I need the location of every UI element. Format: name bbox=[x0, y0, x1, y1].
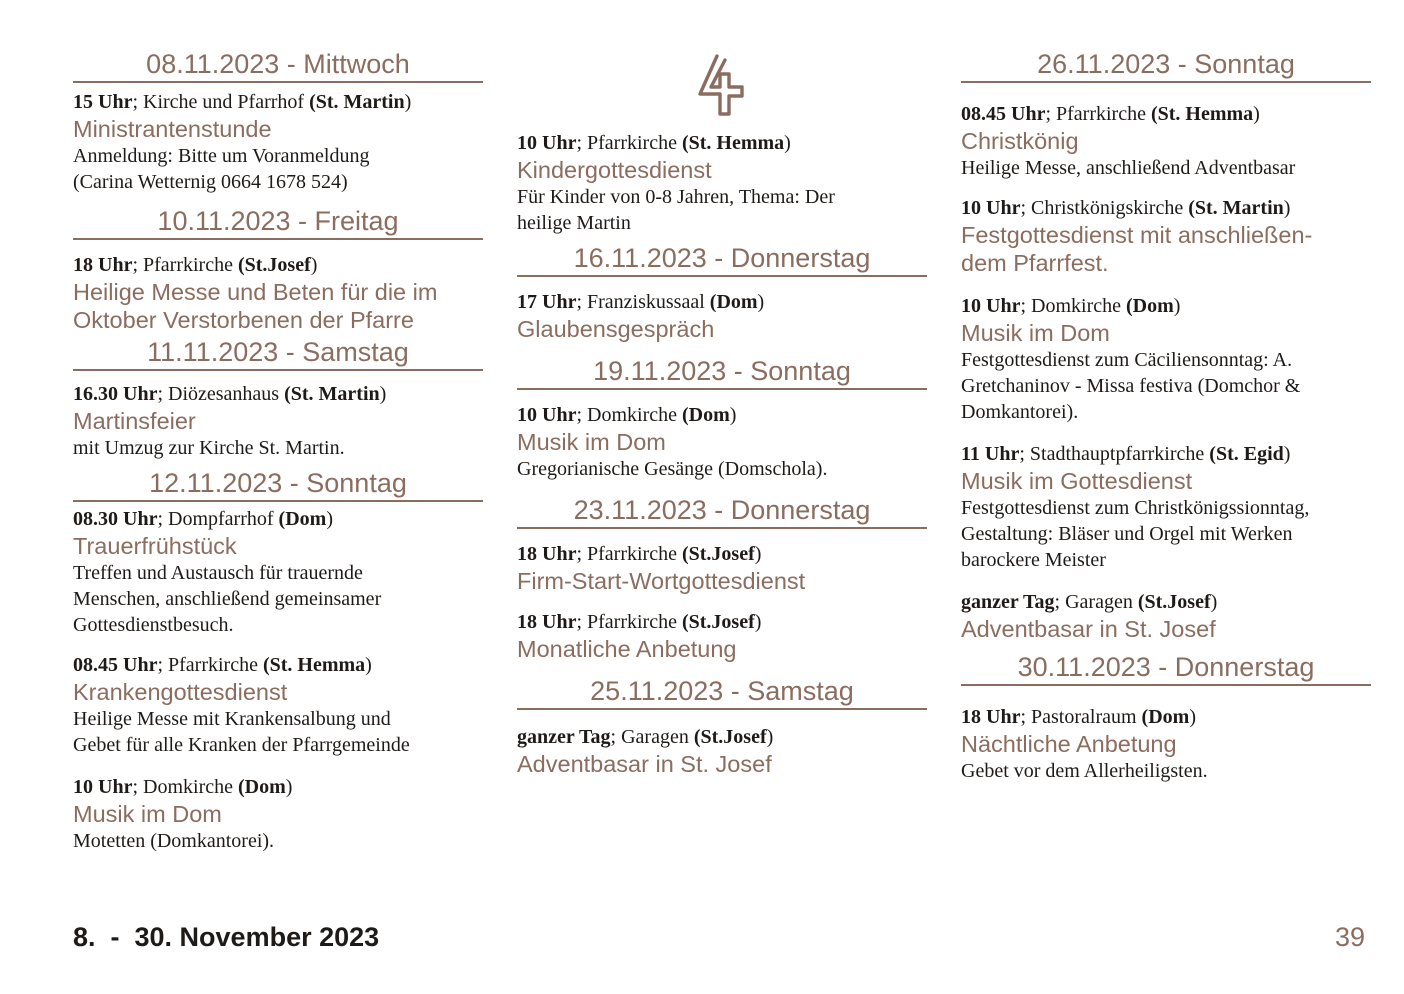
event-place: Stadthauptpfarrkirche bbox=[1029, 443, 1205, 465]
event-description: mit Umzug zur Kirche St. Martin. bbox=[73, 437, 345, 459]
event-title: Firm-Start-Wortgottesdienst bbox=[517, 568, 806, 594]
event-description: Festgottesdienst zum Christkönigssionntag, bbox=[961, 497, 1310, 519]
column-1 bbox=[73, 44, 483, 854]
event-title: Musik im Dom bbox=[517, 429, 666, 455]
event-title: Adventbasar in St. Josef bbox=[961, 616, 1216, 642]
event-parish: (St.Josef bbox=[681, 543, 755, 565]
event-place: Pfarrkirche bbox=[168, 654, 258, 676]
event bbox=[517, 541, 927, 595]
event-meta: 18 Uhr; Pastoralraum (Dom) bbox=[961, 706, 1196, 728]
event-place: Diözesanhaus bbox=[168, 383, 280, 405]
event-parish: (St. Martin bbox=[284, 383, 380, 405]
event-time: ganzer Tag bbox=[961, 591, 1055, 613]
event-title: dem Pfarrfest. bbox=[961, 250, 1109, 276]
event-description: Für Kinder von 0-8 Jahren, Thema: Der bbox=[517, 186, 835, 208]
event-title: Krankengottesdienst bbox=[73, 679, 288, 705]
event bbox=[961, 589, 1371, 643]
event-meta: 10 Uhr; Domkirche (Dom) bbox=[961, 295, 1181, 317]
date-heading: 08.11.2023 - Mittwoch bbox=[73, 48, 483, 83]
event-title: Monatliche Anbetung bbox=[517, 636, 737, 662]
event bbox=[517, 609, 927, 663]
event-time: 18 Uhr bbox=[517, 543, 577, 565]
event-title: Nächtliche Anbetung bbox=[961, 731, 1177, 757]
event-time: 08.30 Uhr bbox=[73, 508, 158, 530]
event-title: Musik im Dom bbox=[961, 320, 1110, 346]
event-description: Gottesdienstbesuch. bbox=[73, 614, 234, 636]
event-meta: 08.30 Uhr; Dompfarrhof (Dom) bbox=[73, 508, 333, 530]
event-time: 17 Uhr bbox=[517, 291, 577, 313]
event-title: Christkönig bbox=[961, 128, 1079, 154]
event-title: Festgottesdienst mit anschließen- bbox=[961, 222, 1313, 248]
event bbox=[517, 724, 927, 778]
event-parish: (St.Josef bbox=[237, 254, 311, 276]
event-description: Gebet für alle Kranken der Pfarrgemeinde bbox=[73, 734, 410, 756]
event-title: Kindergottesdienst bbox=[517, 157, 712, 183]
event-meta: 11 Uhr; Stadthauptpfarrkirche (St. Egid) bbox=[961, 443, 1291, 465]
event bbox=[517, 289, 927, 343]
date-heading: 26.11.2023 - Sonntag bbox=[961, 48, 1371, 83]
event-meta: 16.30 Uhr; Diözesanhaus (St. Martin) bbox=[73, 383, 387, 405]
event-parish: (Dom bbox=[682, 404, 730, 426]
event-parish: (St. Martin bbox=[309, 91, 405, 113]
event-time: 10 Uhr bbox=[517, 132, 577, 154]
event-meta: 15 Uhr; Kirche und Pfarrhof (St. Martin) bbox=[73, 91, 412, 113]
event-place: Pfarrkirche bbox=[1056, 103, 1146, 125]
event-description: Gretchaninov - Missa festiva (Domchor & bbox=[961, 375, 1301, 397]
event bbox=[517, 402, 927, 482]
event-description: Gregorianische Gesänge (Domschola). bbox=[517, 458, 828, 480]
event-place: Domkirche bbox=[587, 404, 677, 426]
date-heading: 10.11.2023 - Freitag bbox=[73, 205, 483, 240]
event bbox=[73, 652, 483, 758]
date-heading: 12.11.2023 - Sonntag bbox=[73, 467, 483, 502]
event-time: 10 Uhr bbox=[961, 197, 1021, 219]
event-place: Christkönigskirche bbox=[1031, 197, 1184, 219]
event bbox=[73, 252, 483, 334]
event-place: Domkirche bbox=[143, 776, 233, 798]
event-time: 10 Uhr bbox=[517, 404, 577, 426]
event-time: 18 Uhr bbox=[961, 706, 1021, 728]
event bbox=[73, 381, 483, 461]
event-title: Martinsfeier bbox=[73, 408, 196, 434]
event-title: Oktober Verstorbenen der Pfarre bbox=[73, 307, 414, 333]
event-meta: 17 Uhr; Franziskussaal (Dom) bbox=[517, 291, 765, 313]
event-title: Musik im Gottesdienst bbox=[961, 468, 1193, 494]
event-meta: ganzer Tag; Garagen (St.Josef) bbox=[961, 591, 1218, 613]
event-parish: (St. Hemma bbox=[681, 132, 785, 154]
event-parish: (Dom bbox=[1141, 706, 1190, 728]
event-meta: 08.45 Uhr; Pfarrkirche (St. Hemma) bbox=[73, 654, 372, 676]
event bbox=[517, 130, 927, 236]
event-meta: 18 Uhr; Pfarrkirche (St.Josef) bbox=[517, 543, 762, 565]
event-title: Trauerfrühstück bbox=[73, 533, 237, 559]
stylized-4-cross-icon bbox=[695, 52, 749, 122]
date-heading: 11.11.2023 - Samstag bbox=[73, 336, 483, 371]
event bbox=[961, 441, 1371, 573]
event bbox=[961, 293, 1371, 425]
date-heading: 19.11.2023 - Sonntag bbox=[517, 355, 927, 390]
event-meta: 10 Uhr; Domkirche (Dom) bbox=[517, 404, 737, 426]
page-number: 39 bbox=[1335, 922, 1366, 952]
event-place: Garagen bbox=[1065, 591, 1133, 613]
event-place: Pfarrkirche bbox=[143, 254, 233, 276]
event-place: Pastoralraum bbox=[1031, 706, 1137, 728]
event-time: 18 Uhr bbox=[517, 611, 577, 633]
event-description: Domkantorei). bbox=[961, 401, 1079, 423]
event-meta: 18 Uhr; Pfarrkirche (St.Josef) bbox=[73, 254, 318, 276]
event-description: Gestaltung: Bläser und Orgel mit Werken bbox=[961, 523, 1293, 545]
event-time: 18 Uhr bbox=[73, 254, 133, 276]
event-parish: (St. Egid bbox=[1209, 443, 1284, 465]
event-description: heilige Martin bbox=[517, 212, 631, 234]
event-meta: 08.45 Uhr; Pfarrkirche (St. Hemma) bbox=[961, 103, 1260, 125]
event bbox=[73, 89, 483, 195]
event-description: Menschen, anschließend gemeinsamer bbox=[73, 588, 382, 610]
date-heading: 30.11.2023 - Donnerstag bbox=[961, 651, 1371, 686]
event-meta: ganzer Tag; Garagen (St.Josef) bbox=[517, 726, 774, 748]
event-place: Kirche und Pfarrhof bbox=[143, 91, 305, 113]
date-heading: 25.11.2023 - Samstag bbox=[517, 675, 927, 710]
event-description: barockere Meister bbox=[961, 549, 1106, 571]
event-title: Adventbasar in St. Josef bbox=[517, 751, 772, 777]
event-meta: 10 Uhr; Domkirche (Dom) bbox=[73, 776, 293, 798]
event-description: Motetten (Domkantorei). bbox=[73, 830, 275, 852]
event-parish: (St. Hemma bbox=[262, 654, 366, 676]
event bbox=[961, 195, 1371, 277]
event-description: Gebet vor dem Allerheiligsten. bbox=[961, 760, 1208, 782]
event-place: Domkirche bbox=[1031, 295, 1121, 317]
event bbox=[961, 101, 1371, 181]
date-heading: 16.11.2023 - Donnerstag bbox=[517, 242, 927, 277]
event-time: ganzer Tag bbox=[517, 726, 611, 748]
event bbox=[73, 506, 483, 638]
event-place: Pfarrkirche bbox=[587, 543, 677, 565]
event-time: 08.45 Uhr bbox=[73, 654, 158, 676]
column-2 bbox=[517, 44, 927, 778]
event-parish: (St. Martin bbox=[1188, 197, 1284, 219]
footer-date-range: 8. - 30. November 2023 bbox=[73, 922, 380, 952]
event-parish: (St.Josef bbox=[681, 611, 755, 633]
event-title: Ministrantenstunde bbox=[73, 116, 272, 142]
event-description: (Carina Wetternig 0664 1678 524) bbox=[73, 171, 348, 193]
event-description: Festgottesdienst zum Cäciliensonntag: A. bbox=[961, 349, 1293, 371]
event-place: Pfarrkirche bbox=[587, 132, 677, 154]
event-time: 08.45 Uhr bbox=[961, 103, 1046, 125]
event-description: Heilige Messe, anschließend Adventbasar bbox=[961, 157, 1296, 179]
event-parish: (Dom bbox=[1126, 295, 1174, 317]
event-parish: (Dom bbox=[709, 291, 758, 313]
event-place: Garagen bbox=[621, 726, 689, 748]
date-heading: 23.11.2023 - Donnerstag bbox=[517, 494, 927, 529]
event bbox=[961, 704, 1371, 784]
event-time: 11 Uhr bbox=[961, 443, 1020, 465]
event-place: Franziskussaal bbox=[587, 291, 705, 313]
event-parish: (Dom bbox=[278, 508, 327, 530]
event-parish: (St.Josef bbox=[1137, 591, 1211, 613]
event-meta: 10 Uhr; Pfarrkirche (St. Hemma) bbox=[517, 132, 791, 154]
event-parish: (St. Hemma bbox=[1150, 103, 1254, 125]
event-description: Treffen und Austausch für trauernde bbox=[73, 562, 363, 584]
event-description: Anmeldung: Bitte um Voranmeldung bbox=[73, 145, 370, 167]
event-time: 15 Uhr bbox=[73, 91, 133, 113]
event-place: Dompfarrhof bbox=[168, 508, 274, 530]
event-place: Pfarrkirche bbox=[587, 611, 677, 633]
event-description: Heilige Messe mit Krankensalbung und bbox=[73, 708, 391, 730]
event bbox=[73, 774, 483, 854]
event-parish: (Dom bbox=[238, 776, 286, 798]
event-meta: 10 Uhr; Christkönigskirche (St. Martin) bbox=[961, 197, 1291, 219]
event-time: 10 Uhr bbox=[73, 776, 133, 798]
event-parish: (St.Josef bbox=[693, 726, 767, 748]
event-time: 10 Uhr bbox=[961, 295, 1021, 317]
event-title: Musik im Dom bbox=[73, 801, 222, 827]
event-meta: 18 Uhr; Pfarrkirche (St.Josef) bbox=[517, 611, 762, 633]
event-title: Heilige Messe und Beten für die im bbox=[73, 279, 438, 305]
event-title: Glaubensgespräch bbox=[517, 316, 715, 342]
event-time: 16.30 Uhr bbox=[73, 383, 158, 405]
column-3 bbox=[961, 44, 1371, 784]
